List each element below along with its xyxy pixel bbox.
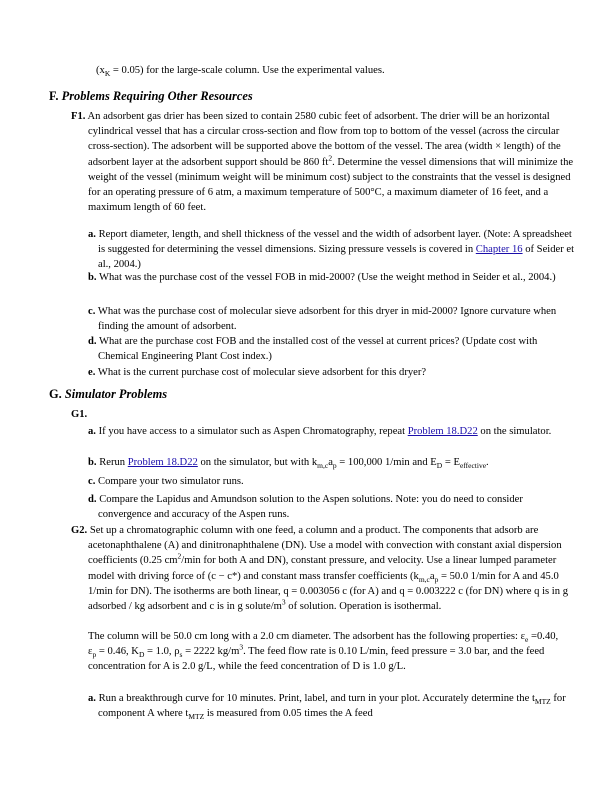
text-run: on the simulator, but with k xyxy=(197,457,318,468)
problem-f1-part-e xyxy=(88,365,578,380)
subscript: effective xyxy=(459,461,487,471)
superscript: 2 xyxy=(177,551,182,561)
text-run: a xyxy=(429,570,435,582)
part-label: a. xyxy=(88,426,96,437)
section-title: Simulator Problems xyxy=(64,387,168,401)
subscript: m,c xyxy=(418,574,430,584)
text-run: =0.40, ε xyxy=(88,631,559,658)
text-run: What was the purchase cost of the vessel FOB in mid-2000? (Use the weight method in Seider et al., 2004.) xyxy=(99,272,556,283)
problem-18-d22-link[interactable]: Problem 18.D22 xyxy=(127,457,198,468)
text-run: = E xyxy=(442,457,460,468)
text-run: Compare the Lapidus and Amundson solution to the Aspen solutions. Note: you do need to consider convergence and accuracy of the Aspen runs. xyxy=(98,494,523,521)
part-label: c. xyxy=(88,476,96,487)
subscript: p xyxy=(92,650,97,660)
section-label: F. xyxy=(49,89,59,103)
problem-g2-paragraph-2 xyxy=(88,629,568,675)
text-run: (x xyxy=(96,65,105,76)
text-run: Set up a chromatographic column with one feed, a column and a product. The components that adsorb are acetonaphthalene (A) and dinitronaphthalene (DN). Use a model with convection with constant axial dispersion coefficients (0.25 cm xyxy=(88,525,562,567)
text-run: = 50.0 1/min for A and 45.0 1/min for DN). The isotherms are both linear, q = 0.003056 c (for A) and q = 0.003222 c (for DN) where q is in g adsorbed / kg adsorbent and c is in g solute/m xyxy=(88,570,568,613)
problem-f1 xyxy=(71,109,585,215)
subscript: MTZ xyxy=(534,697,551,707)
text-run: What was the purchase cost of molecular sieve adsorbent for this dryer in mid-2000? Ignore curvature when finding the amount of adsorbent. xyxy=(97,306,557,333)
part-label: a. xyxy=(88,693,96,704)
subscript: MTZ xyxy=(188,712,205,722)
problem-g1-part-b xyxy=(88,455,578,470)
problem-18-d22-link[interactable]: Problem 18.D22 xyxy=(407,426,478,437)
problem-g1-part-a xyxy=(88,424,578,439)
subscript: e xyxy=(525,635,529,645)
text-run: An adsorbent gas drier has been sized to contain 2580 cubic feet of adsorbent. The drier will be an horizontal cylindrical vessel that has a circular cross-section and flow from top to bottom of the vessel (across the circular cross-section). The adsorbent will be supported above the bottom of the vessel. The area (width × length) of the adsorbent layer at the adsorbent support should be 860 ft xyxy=(87,111,561,168)
text-run: Rerun xyxy=(99,457,128,468)
part-label: d. xyxy=(88,336,97,347)
continuation-fragment xyxy=(96,63,576,78)
subscript: s xyxy=(179,650,183,660)
chapter-16-link[interactable]: Chapter 16 xyxy=(475,244,523,256)
text-run: of Seider et al., 2004.) xyxy=(98,244,575,271)
problem-g2 xyxy=(71,523,585,614)
text-run: . xyxy=(486,457,489,468)
part-label: e. xyxy=(88,367,96,378)
subscript: m,c xyxy=(317,461,329,471)
subscript: p xyxy=(332,461,337,471)
problem-label: G2. xyxy=(71,525,88,536)
problem-f1-part-c xyxy=(88,304,578,334)
subscript: D xyxy=(436,461,443,471)
text-run: for component A where t xyxy=(98,693,566,720)
text-run: = 2222 kg/m xyxy=(182,646,240,658)
text-run: . The feed flow rate is 0.10 L/min, feed pressure = 3.0 bar, and the feed concentration for A is 2.0 g/L, while the feed concentration of D is 1.0 g/L. xyxy=(88,646,545,673)
subscript: K xyxy=(104,69,111,79)
text-run: . Determine the vessel dimensions that will minimize the weight of the vessel (minimum weight will be minimum cost) subject to the constraints that the vessel is designed for an operating pressure of 6 atm, a maximum temperature of 500°C, a maximum diameter of 16 feet, and a maximum length of 60 feet. xyxy=(88,156,574,214)
problem-g1-part-c xyxy=(88,474,578,489)
problem-f1-part-a xyxy=(88,227,578,273)
section-title: Problems Requiring Other Resources xyxy=(61,89,253,103)
text-run: What are the purchase cost FOB and the installed cost of the vessel at current prices? (Update cost with Chemical Engineering Plant Cost index.) xyxy=(98,336,538,363)
superscript: 3 xyxy=(281,597,286,607)
text-run: Run a breakthrough curve for 10 minutes. Print, label, and turn in your plot. Accurately determine the t xyxy=(98,693,535,704)
superscript: 3 xyxy=(239,642,244,652)
problem-label: F1. xyxy=(71,111,86,122)
part-label: d. xyxy=(88,494,97,505)
text-run: of solution. Operation is isothermal. xyxy=(285,601,442,613)
problem-g2-part-a xyxy=(88,691,578,721)
text-run: a xyxy=(328,457,333,468)
part-label: b. xyxy=(88,457,97,468)
subscript: D xyxy=(138,650,145,660)
problem-label: G1. xyxy=(71,409,88,420)
text-run: = 100,000 1/min and E xyxy=(336,457,437,468)
problem-f1-part-d xyxy=(88,334,578,364)
part-label: c. xyxy=(88,306,96,317)
text-run: = 1.0, ρ xyxy=(144,646,180,658)
superscript: 2 xyxy=(328,153,333,163)
problem-g1 xyxy=(71,407,585,422)
text-run: on the simulator. xyxy=(477,426,552,437)
text-run: If you have access to a simulator such as Aspen Chromatography, repeat xyxy=(98,426,408,437)
section-label: G. xyxy=(49,387,62,401)
problem-f1-part-b xyxy=(88,270,578,285)
text-run: = 0.05) for the large-scale column. Use the experimental values. xyxy=(110,65,385,76)
text-run: = 0.46, K xyxy=(96,646,139,658)
text-run: What is the current purchase cost of molecular sieve adsorbent for this dryer? xyxy=(97,367,427,378)
text-run: Compare your two simulator runs. xyxy=(98,476,244,487)
part-label: a. xyxy=(88,229,96,240)
text-run: Report diameter, length, and shell thickness of the vessel and the width of adsorbent layer. (Note: A spreadsheet is suggested for determining the vessel dimensions. Sizing pressure vessels is covered in xyxy=(98,229,572,256)
text-run: is measured from 0.05 times the A feed xyxy=(204,708,373,720)
problem-g1-part-d xyxy=(88,492,578,522)
text-run: /min for both A and DN), constant pressure, and velocity. Use a linear lumped parameter model with driving force of (c − c*) and constant mass transfer coefficients (k xyxy=(88,555,557,582)
part-label: b. xyxy=(88,272,97,283)
text-run: The column will be 50.0 cm long with a 2.0 cm diameter. The adsorbent has the following properties: ε xyxy=(88,631,526,642)
section-heading-g xyxy=(49,387,167,402)
section-heading-f xyxy=(49,89,253,104)
subscript: p xyxy=(434,574,439,584)
